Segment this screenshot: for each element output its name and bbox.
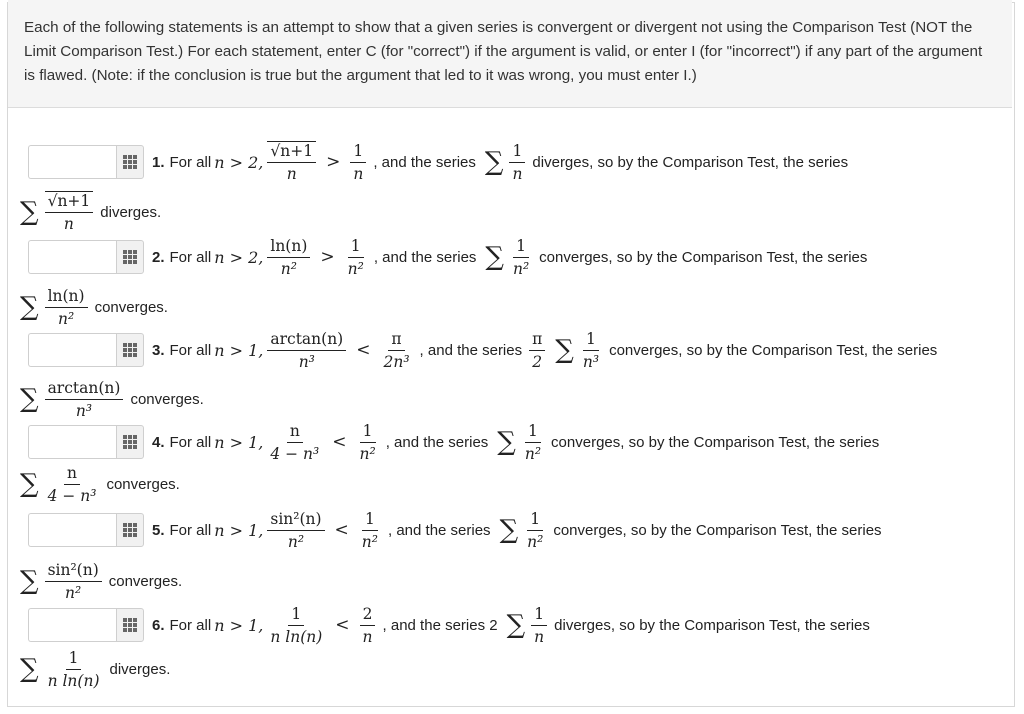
sigma-symbol: ∑ [20,469,39,499]
instructions: Each of the following statements is an attempt to show that a given series is convergent or divergent not using the Comparison Test (NOT the Limit Comparison Test.) For each statement, enter C (for "correct") if the argument is valid, or enter I (for "incorrect") if any part of the argument is flawed. (Note: if the conclusion is true but the argument that led to it was wrong, you must enter I.) [8,0,1012,108]
sigma-symbol: ∑ [20,384,39,414]
rhs-fraction: $\frac{1}{n}$ [350,142,366,183]
statement-3: 3. For all n > 1, $\frac{\arctan(n)}{\text{n³}}$ < $\frac{\pi}{\text{2n³}}$ , and the series $\frac{\pi}{2}$ ∑ $\frac{1}{\text{n³}}$ converges, so by the Comparison Test, the series [152,329,938,371]
answer-field-2 [28,240,144,274]
sigma-symbol: ∑ [506,610,526,640]
statement-1: 1. For all n > 2, $\frac{√n+1}{n}$ > $\frac{1}{n}$ , and the series ∑ $\frac{1}{n}$ diverges, so by the Comparison Test, the series [152,141,849,183]
lhs-fraction: $\frac{\text{sin²(n)}}{\text{n²}}$ [267,510,324,551]
rhs-fraction: $\frac{\pi}{\text{2n³}}$ [383,329,410,371]
series-fraction: $\frac{n}{\text{4 − n³}}$ [47,463,97,505]
comparison-fraction: $\frac{1}{\text{n³}}$ [582,329,600,371]
sigma-symbol: ∑ [497,427,516,457]
sigma-symbol: ∑ [485,242,504,272]
comparison-fraction: $\frac{1}{\text{n²}}$ [512,236,530,278]
sigma-symbol: ∑ [20,197,39,227]
statement-6: 6. For all n > 1, $\frac{1}{\text{n ln(n)}}$ < $\frac{2}{n}$ , and the series 2 ∑ $\frac{1}{n}$ diverges, so by the Comparison Test, the series [152,604,870,646]
comparison-fraction: $\frac{1}{\text{n²}}$ [527,509,544,551]
answer-field-1 [28,145,144,179]
series-fraction: $\frac{√n+1}{n}$ [45,191,94,233]
series-fraction: $\frac{\arctan(n)}{\text{n³}}$ [45,379,124,420]
rhs-fraction: $\frac{1}{\text{n²}}$ [361,509,378,551]
sigma-symbol: ∑ [20,566,39,596]
answer-input[interactable] [28,333,116,367]
series-fraction: $\frac{\ln(n)}{\text{n²}}$ [45,287,88,328]
series-1: ∑ $\frac{√n+1}{n}$ diverges. [20,192,162,233]
keyboard-icon[interactable] [116,608,144,642]
lhs-fraction: $\frac{\arctan(n)}{\text{n³}}$ [267,330,346,371]
answer-field-5 [28,513,144,547]
lhs-fraction: $\frac{√n+1}{n}$ [267,141,316,183]
sigma-symbol: ∑ [555,335,574,365]
series-6: ∑ $\frac{1}{\text{n ln(n)}}$ diverges. [20,648,171,690]
keyboard-icon[interactable] [116,333,144,367]
keyboard-icon[interactable] [116,425,144,459]
lhs-fraction: $\frac{\ln(n)}{\text{n²}}$ [267,237,310,278]
statement-5: 5. For all n > 1, $\frac{\text{sin²(n)}}{\text{n²}}$ < $\frac{1}{\text{n²}}$ , and the series ∑ $\frac{1}{\text{n²}}$ converges, so by the Comparison Test, the series [152,509,882,551]
comparison-fraction: $\frac{1}{\text{n²}}$ [524,421,542,463]
series-fraction: $\frac{1}{\text{n ln(n)}}$ [47,648,100,690]
rhs-fraction: $\frac{2}{n}$ [360,605,376,646]
keyboard-icon[interactable] [116,145,144,179]
answer-input[interactable] [28,608,116,642]
coefficient-fraction: $\frac{\pi}{2}$ [529,330,545,371]
lhs-fraction: $\frac{n}{\text{4 − n³}}$ [270,421,320,463]
answer-input[interactable] [28,513,116,547]
series-fraction: $\frac{\text{sin²(n)}}{\text{n²}}$ [45,561,102,602]
answer-field-6 [28,608,144,642]
series-4: ∑ $\frac{n}{\text{4 − n³}}$ converges. [20,463,180,505]
keyboard-icon[interactable] [116,240,144,274]
statement-2: 2. For all n > 2, $\frac{\ln(n)}{\text{n²}}$ > $\frac{1}{\text{n²}}$ , and the series ∑ $\frac{1}{\text{n²}}$ converges, so by the Comparison Test, the series [152,236,868,278]
series-5: ∑ $\frac{\text{sin²(n)}}{\text{n²}}$ converges. [20,560,183,602]
sigma-symbol: ∑ [20,292,39,322]
lhs-fraction: $\frac{1}{\text{n ln(n)}}$ [270,604,323,646]
answer-field-3 [28,333,144,367]
answer-input[interactable] [28,145,116,179]
keyboard-icon[interactable] [116,513,144,547]
series-2: ∑ $\frac{\ln(n)}{\text{n²}}$ converges. [20,286,168,328]
statement-4: 4. For all n > 1, $\frac{n}{\text{4 − n³}}$ < $\frac{1}{\text{n²}}$ , and the series ∑ $\frac{1}{\text{n²}}$ converges, so by the Comparison Test, the series [152,421,880,463]
series-3: ∑ $\frac{\arctan(n)}{\text{n³}}$ converges. [20,378,204,420]
answer-input[interactable] [28,425,116,459]
rhs-fraction: $\frac{1}{\text{n²}}$ [347,236,364,278]
comparison-fraction: $\frac{1}{n}$ [509,142,525,183]
sigma-symbol: ∑ [484,147,504,177]
answer-field-4 [28,425,144,459]
sigma-symbol: ∑ [20,654,39,684]
rhs-fraction: $\frac{1}{\text{n²}}$ [359,421,376,463]
comparison-fraction: $\frac{1}{n}$ [531,605,547,646]
sigma-symbol: ∑ [499,515,519,545]
answer-input[interactable] [28,240,116,274]
